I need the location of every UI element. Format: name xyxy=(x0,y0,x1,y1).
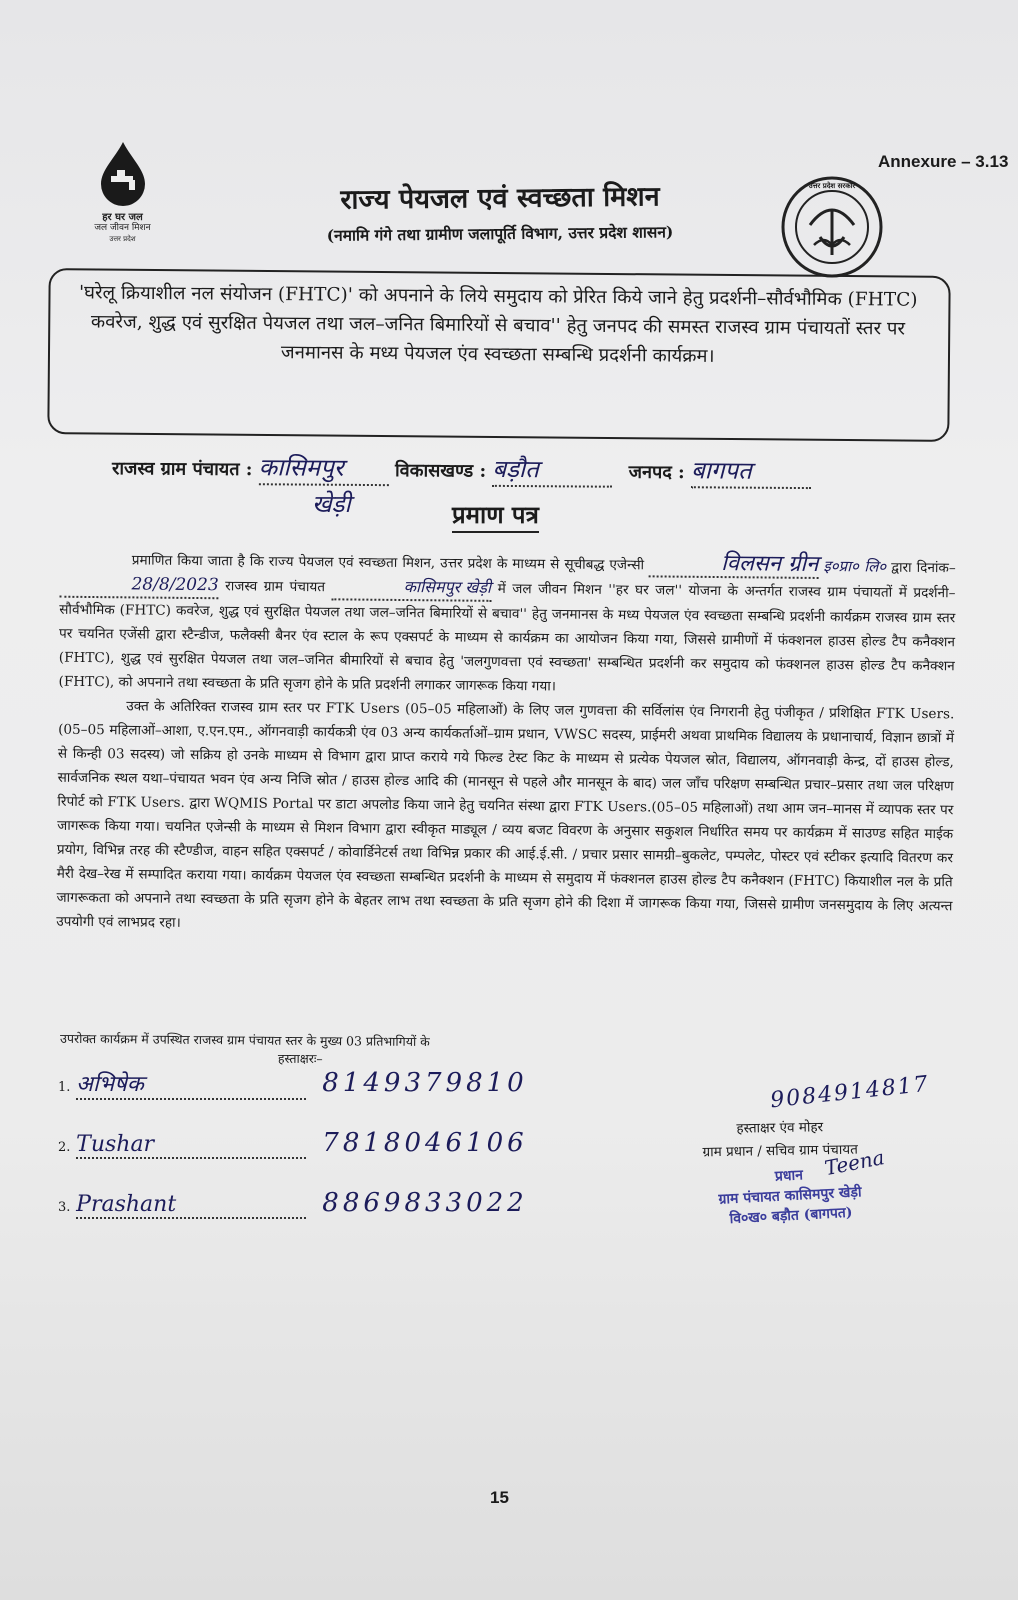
stamp-line-3: वि०ख० बड़ौत (बागपत) xyxy=(729,1204,853,1228)
pradhan-phone: 9084914817 xyxy=(769,1071,931,1114)
block-label: विकासखण्ड : xyxy=(394,460,487,482)
p1-text-c: राजस्व ग्राम पंचायत xyxy=(225,578,326,596)
district-label: जनपद : xyxy=(628,461,685,484)
paragraph-2: उक्त के अतिरिक्त राजस्व ग्राम स्तर पर FTK Users (05–05 महिलाओं) के लिए जल गुणवत्ता की सर्विलांस एंव निगरानी हेतु पंजीकृत / प्रशिक्षित FTK Users.(05–05 महिलाओं–आशा, ए.एन.एम., ऑगनवाड़ी कार्यकत्री एंव 03 अन्य कार्यकर्ताओं–ग्राम प्रधान, VWSC सदस्य, प्राईमरी अथवा प्राथमिक विद्यालय के प्रधानाचार्य, विज्ञान छात्रों में से किन्ही 03 सदस्य) जो सक्रिय हो उनके माध्यम से विभाग द्वारा प्राप्त कराये गये फिल्ड टेस्ट किट के माध्यम से प्रत्येक पेयजल स्रोत, विद्यालय, ऑगनवाड़ी केन्द्र, दों हाउस होल्ड, सार्वजनिक स्थल यथा–पंचायत भवन एंव अन्य निजि स्रोत / हाउस होल्ड आदि की (मानसून से पहले और मानसून के बाद) जल जाँच परिक्षण सम्बन्धित प्रचार–प्रसार तथा जल परिक्षण रिपोर्ट को FTK Users. द्वारा WQMIS Portal पर डाटा अपलोड किया जाने हेतु चयनित संस्था द्वारा FTK Users.(05–05 महिलाओं) तथा आम जन–मानस में व्यापक स्तर पर जागरूक किया गया। चयनित एजेन्सी के माध्यम से मिशन विभाग द्वारा स्वीकृत माड्यूल / व्यय बजट विवरण के अनुसार सकुशल निर्धारित समय पर कार्यक्रम में साउण्ड सहित माईक प्रयोग, विभिन्न तरह की स्टैण्डीज, वाहन सहित एक्सपर्ट / कोवार्डिनेटर्स तथा विभिन्न प्रकार की आई.ई.सी. / प्रचार प्रसार सामग्री–बुकलेट, पम्पलेट, पोस्टर एवं स्टीकर इत्यादि वितरण कर मैरी देख–रेख में सम्पादित कराया गया। कार्यक्रम पेयजल एंव स्वच्छता सम्बन्धित प्रदर्शनी के माध्यम से समुदाय में फंक्शनल हाउस होल्ड टैप कनैक्शन (FHTC) कियाशील नल के प्रति जागरूकता को अपनाने तथा स्वच्छता के प्रति सृजग होने के बेहतर लाभ तथा स्वच्छता के प्रति सृजग होने की दिशा में जागरूक किया गया, जिससे ग्रामीण जनसमुदाय के लिए अत्यन्त उपयोगी एवं लाभप्रद रहा। xyxy=(56,698,955,931)
participant-row xyxy=(58,1068,528,1100)
participant-number: 1. xyxy=(58,1080,71,1095)
seal-label-1: हस्ताक्षर एंव मोहर xyxy=(736,1119,824,1137)
page-title: राज्य पेयजल एवं स्वच्छता मिशन xyxy=(340,181,660,216)
paragraph-1 xyxy=(58,546,955,703)
certificate-body xyxy=(56,546,956,943)
district-value: बागपत xyxy=(691,453,811,489)
program-date: 28/8/2023 xyxy=(59,572,218,600)
logo-line-2: जल जीवन मिशन xyxy=(94,223,151,233)
participant-number: 3. xyxy=(58,1200,71,1215)
gram-panchayat-label: राजस्व ग्राम पंचायत : xyxy=(111,458,253,481)
block-value: बड़ौत xyxy=(492,452,612,488)
participant-row xyxy=(58,1128,528,1159)
participant-number: 2. xyxy=(58,1140,71,1155)
agency-name: विलसन ग्रीन xyxy=(649,551,818,579)
participant-phone: 7818046106 xyxy=(322,1128,528,1158)
participant-name: Prashant xyxy=(76,1192,306,1219)
location-row xyxy=(112,449,912,490)
p1-text-b: द्वारा दिनांक– xyxy=(891,559,956,577)
participant-row xyxy=(58,1188,528,1219)
seal-label-2: ग्राम प्रधान / सचिव ग्राम पंचायत xyxy=(702,1141,858,1161)
gram-panchayat-value-2: खेड़ी xyxy=(312,490,351,518)
participant-phone: 8149379810 xyxy=(322,1068,528,1098)
participant-name: Tushar xyxy=(76,1132,306,1159)
logo-line-3: उत्तर प्रदेश xyxy=(109,235,136,243)
water-drop-tap-icon xyxy=(93,140,153,208)
stamp-line-2: ग्राम पंचायत कासिमपुर खेड़ी xyxy=(718,1184,862,1208)
stamp-signature: Teena xyxy=(822,1145,887,1181)
participant-phone: 8869833022 xyxy=(322,1188,528,1218)
certificate-title: प्रमाण पत्र xyxy=(452,498,539,533)
page-subtitle: (नमामि गंगे तथा ग्रामीण जलापूर्ति विभाग, उत्तर प्रदेश शासन) xyxy=(326,222,674,245)
annexure-label: Annexure – 3.13 xyxy=(878,152,1009,171)
participants-note-text: उपरोक्त कार्यक्रम में उपस्थित राजस्व ग्राम पंचायत स्तर के मुख्य 03 प्रतिभागियों के xyxy=(60,1030,430,1050)
participant-name: अभिषेक xyxy=(76,1068,306,1100)
program-title-text: 'घरेलू क्रियाशील नल संयोजन (FHTC)' को अपनाने के लिये समुदाय को प्रेरित किये जाने हेतु प्रदर्शनी–सौर्वभौमिक (FHTC) कवरेज, शुद्ध एवं सुरक्षित पेयजल तथा जल–जनित बिमारियों से बचाव'' हेतु जनपद की समस्त राजस्व ग्राम पंचायतों स्तर पर जनमानस के मध्य पेयजल एंव स्वच्छता सम्बन्धि प्रदर्शनी कार्यक्रम। xyxy=(78,282,918,367)
village-name: कासिमपुर खेड़ी xyxy=(331,574,491,602)
agency-suffix: इ०प्रा० लि० xyxy=(823,557,887,576)
logo-line-1: हर घर जल xyxy=(102,212,143,223)
p1-text-a: प्रमाणित किया जाता है कि राज्य पेयजल एवं स्वच्छता मिशन, उत्तर प्रदेश के माध्यम से सूचीबद्ध एजेन्सी xyxy=(131,552,645,574)
stamp-line-1: प्रधान xyxy=(774,1167,804,1185)
participants-note xyxy=(60,1030,560,1070)
signatures-label: हस्ताक्षरः– xyxy=(277,1050,323,1067)
p1-text-d: में जल जीवन मिशन ''हर घर जल'' योजना के अन्तर्गत राजस्व ग्राम पंचायतों में प्रदर्शनी–सौर्वभौमिक (FHTC) कवरेज, शुद्ध एवं सुरक्षित पेयजल तथा जल–जनित बिमारियों से बचाव'' हेतु जनमानस के मध्य पेयजल एंव स्वच्छता सम्बन्धि प्रदर्शनी कार्यक्रम राजस्व ग्राम स्तर पर चयनित एजेंसी द्वारा स्टैन्डीज, फलैक्सी बैनर एंव स्टाल के रूप एक्सपर्ट के माध्यम से कार्यक्रम का आयोजन किया गया, जिससे ग्रामीणों में फंक्शनल हाउस होल्ड टैप कनैक्शन (FHTC), शुद्ध एवं सुरक्षित पेयजल तथा जल–जनित बीमारियों से बचाव हेतु 'जलगुणवत्ता एवं स्वच्छता' सम्बन्धित प्रदर्शनी कर समुदाय को फंक्शनल हाउस होल्ड टैप कनैक्शन (FHTC), को अपनाने तथा स्वच्छता के प्रति सृजग होने के प्रति प्रदर्शनी लगाकर जागरूक किया गया। xyxy=(58,580,956,695)
gram-panchayat-value: कासिमपुर xyxy=(259,450,389,486)
page-number: 15 xyxy=(490,1488,509,1507)
emblem-text: उत्तर प्रदेश सरकार xyxy=(808,182,856,190)
